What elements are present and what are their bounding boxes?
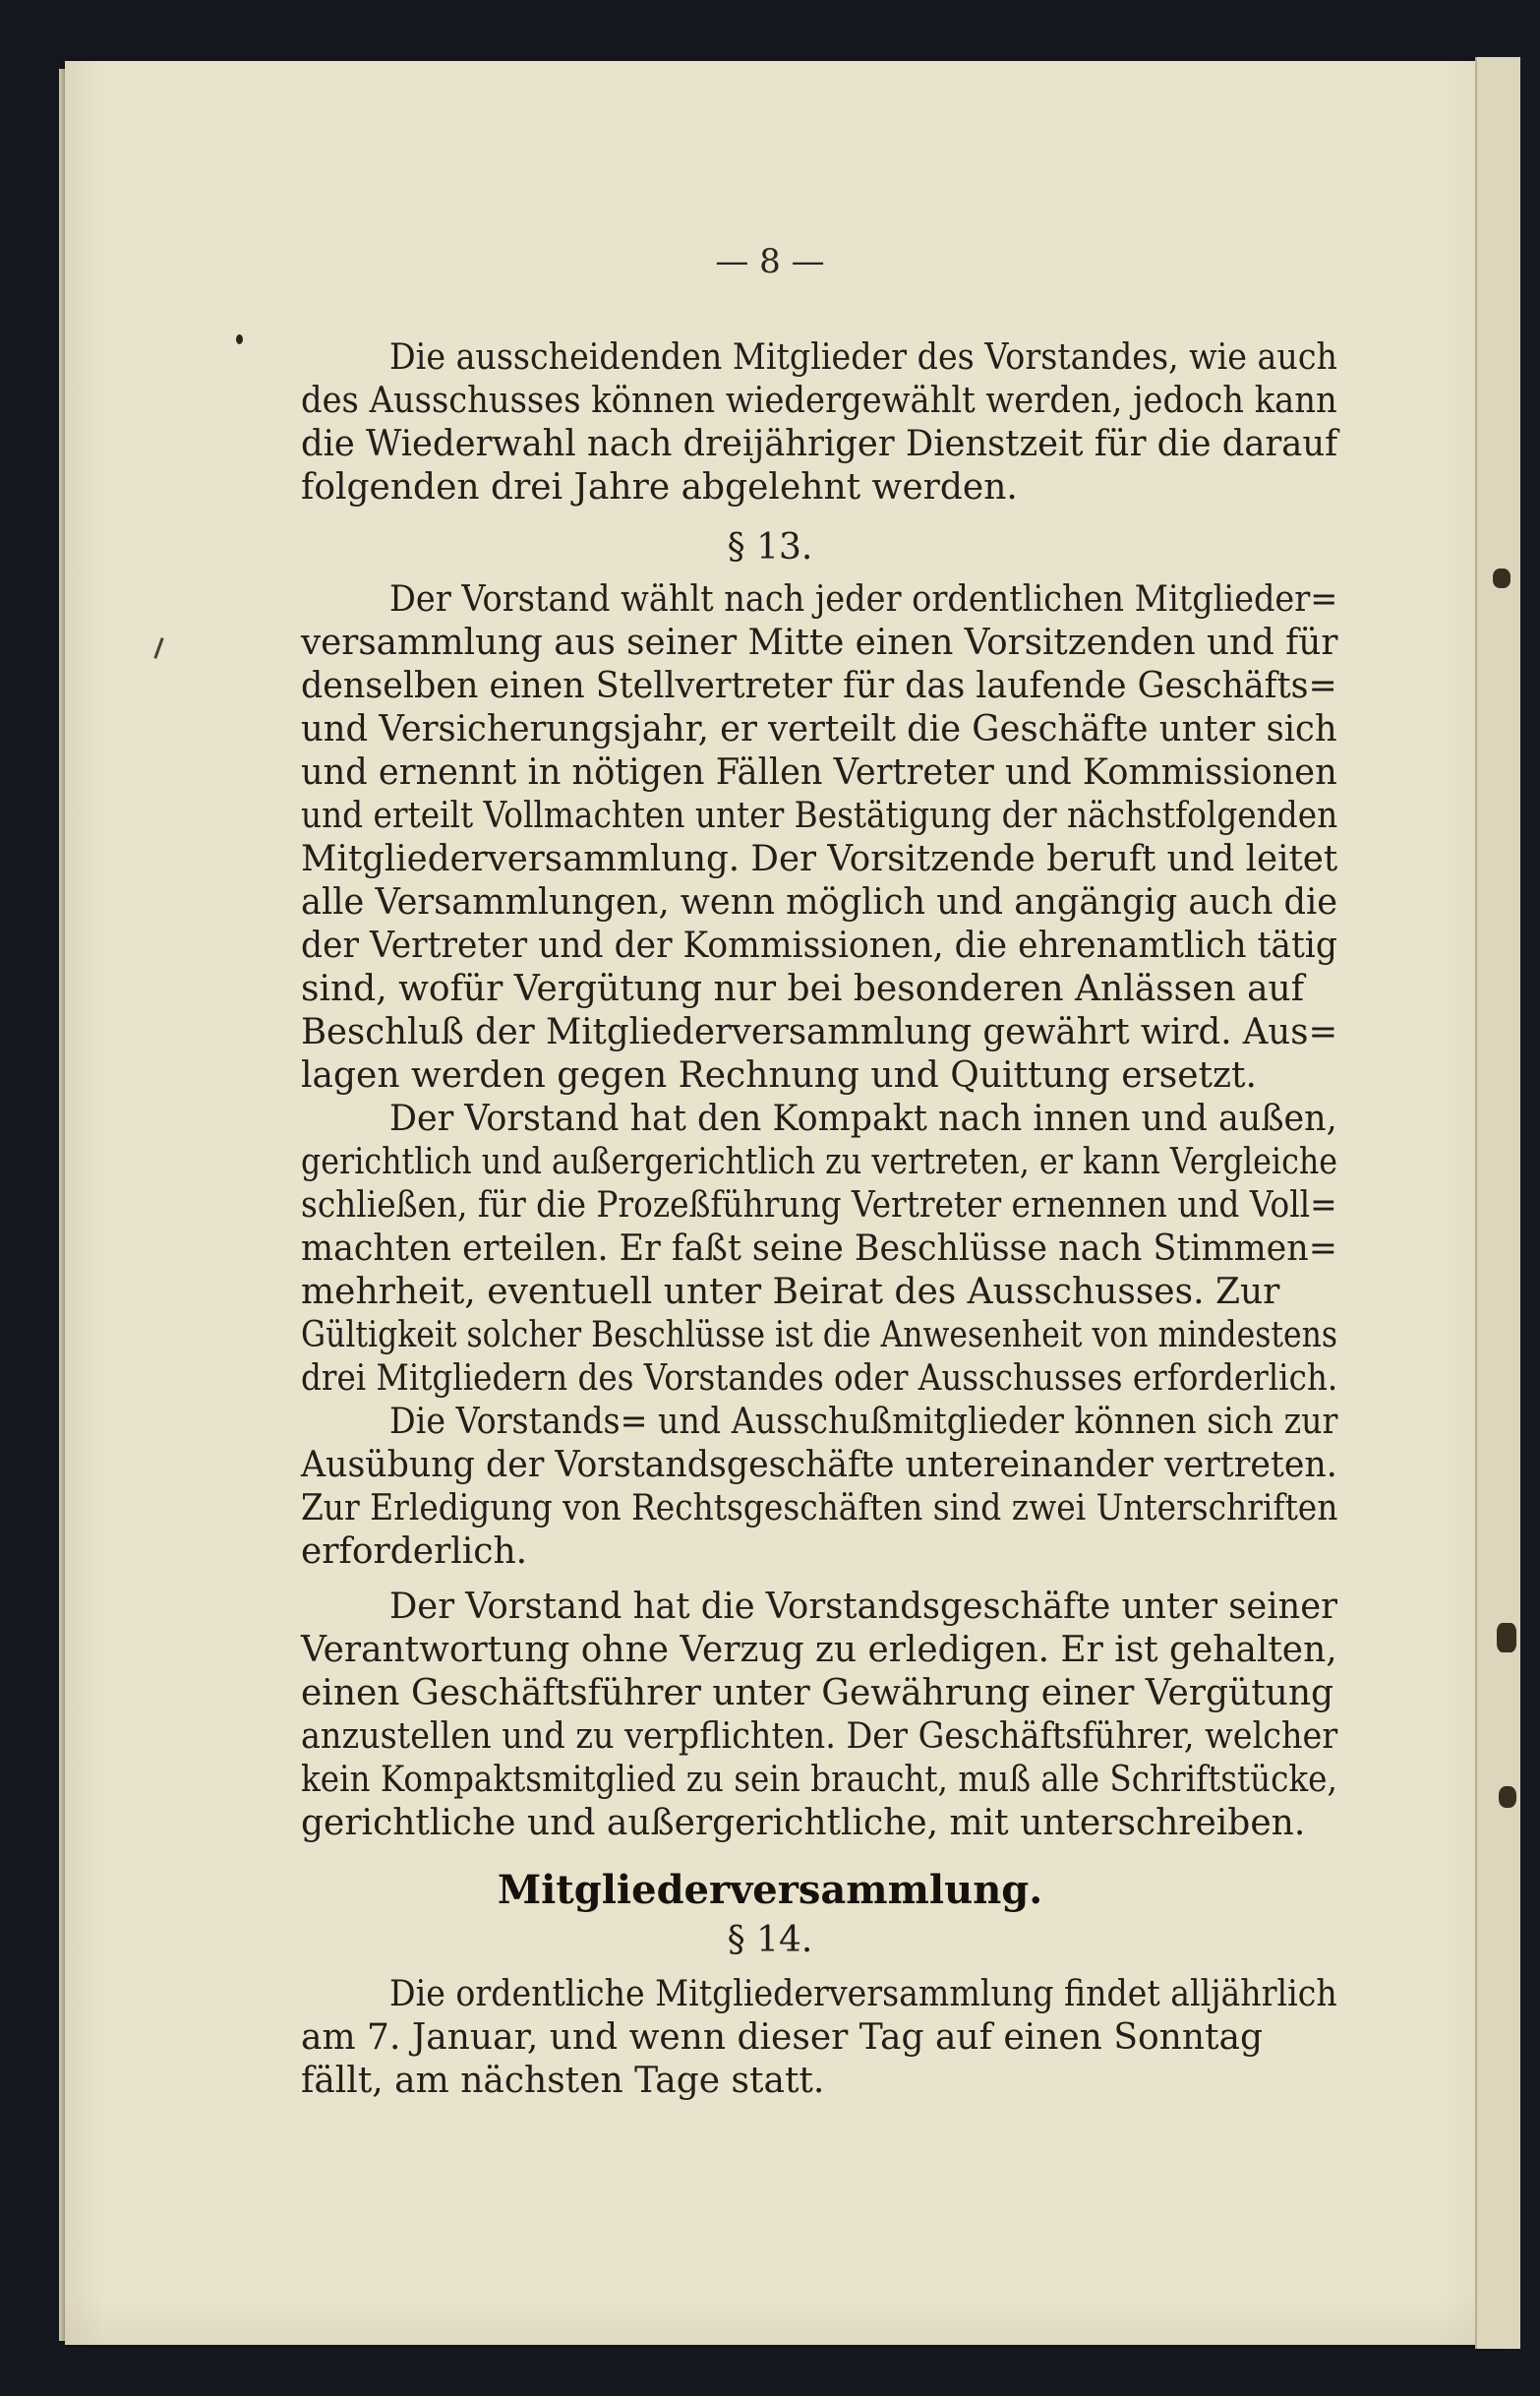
text-line: fällt, am nächsten Tage statt.: [301, 2061, 825, 2101]
text-line: Zur Erledigung von Rechtsgeschäften sind zwei Unterschriften: [301, 1488, 1338, 1528]
text-line: drei Mitgliedern des Vorstandes oder Ausschusses erforderlich.: [301, 1358, 1338, 1399]
text-line: erforderlich.: [301, 1531, 528, 1572]
section-13-heading: § 13.: [727, 527, 813, 568]
text-line: der Vertreter und der Kommissionen, die ehrenamtlich tätig: [301, 926, 1337, 966]
text-line: Der Vorstand wählt nach jeder ordentlichen Mitglieder=: [389, 579, 1338, 620]
text-line: sind, wofür Vergütung nur bei besonderen Anlässen auf: [301, 969, 1305, 1009]
text-line: die Wiederwahl nach dreijähriger Dienstzeit für die darauf: [301, 424, 1338, 464]
margin-smudge-2: [1497, 1623, 1516, 1652]
text-line: schließen, für die Prozeßführung Vertreter ernennen und Voll=: [301, 1185, 1337, 1226]
section-heading-mitgliederversammlung: Mitgliederversammlung.: [497, 1867, 1043, 1913]
section-14-heading: § 14.: [727, 1920, 813, 1960]
text-line: alle Versammlungen, wenn möglich und angängig auch die: [301, 882, 1338, 923]
margin-smudge-3: [1499, 1786, 1516, 1808]
text-line: Der Vorstand hat die Vorstandsgeschäfte unter seiner: [389, 1587, 1338, 1627]
text-line: und Versicherungsjahr, er verteilt die Geschäfte unter sich: [301, 709, 1337, 749]
page-number: — 8 —: [715, 242, 825, 281]
text-line: mehrheit, eventuell unter Beirat des Ausschusses. Zur: [301, 1272, 1280, 1312]
text-line: und ernennt in nötigen Fällen Vertreter und Kommissionen: [301, 752, 1337, 793]
text-line: Der Vorstand hat den Kompakt nach innen und außen,: [389, 1099, 1337, 1139]
text-line: einen Geschäftsführer unter Gewährung einer Vergütung: [301, 1673, 1334, 1713]
text-line: machten erteilen. Er faßt seine Beschlüsse nach Stimmen=: [301, 1228, 1337, 1269]
text-line: Beschluß der Mitgliederversammlung gewährt wird. Aus=: [301, 1012, 1338, 1052]
text-line: anzustellen und zu verpflichten. Der Geschäftsführer, welcher: [301, 1716, 1338, 1757]
margin-smudge-1: [1493, 569, 1510, 588]
text-line: Die ordentliche Mitgliederversammlung findet alljährlich: [389, 1974, 1337, 2014]
text-line: versammlung aus seiner Mitte einen Vorsitzenden und für: [301, 623, 1338, 663]
text-line: des Ausschusses können wiedergewählt werden, jedoch kann: [301, 381, 1337, 421]
text-line: Ausübung der Vorstandsgeschäfte untereinander vertreten.: [301, 1445, 1337, 1485]
ink-dot-mark: [236, 334, 243, 344]
text-line: folgenden drei Jahre abgelehnt werden.: [301, 467, 1018, 508]
text-line: Die ausscheidenden Mitglieder des Vorstandes, wie auch: [389, 337, 1337, 378]
text-line: Verantwortung ohne Verzug zu erledigen. Er ist gehalten,: [301, 1630, 1337, 1670]
text-line: kein Kompaktsmitglied zu sein braucht, muß alle Schriftstücke,: [301, 1760, 1337, 1800]
text-line: Mitgliederversammlung. Der Vorsitzende beruft und leitet: [301, 839, 1338, 879]
text-line: Die Vorstands= und Ausschußmitglieder können sich zur: [389, 1402, 1338, 1442]
text-line: am 7. Januar, und wenn dieser Tag auf einen Sonntag: [301, 2017, 1263, 2058]
next-page-edge: [1475, 57, 1520, 2349]
text-line: denselben einen Stellvertreter für das laufende Geschäfts=: [301, 666, 1337, 706]
text-line: und erteilt Vollmachten unter Bestätigung der nächstfolgenden: [301, 796, 1338, 836]
text-line: lagen werden gegen Rechnung und Quittung ersetzt.: [301, 1055, 1257, 1096]
text-line: gerichtliche und außergerichtliche, mit unterschreiben.: [301, 1803, 1306, 1843]
text-line: Gültigkeit solcher Beschlüsse ist die Anwesenheit von mindestens: [301, 1315, 1338, 1355]
text-line: gerichtlich und außergerichtlich zu vertreten, er kann Vergleiche: [301, 1142, 1337, 1182]
